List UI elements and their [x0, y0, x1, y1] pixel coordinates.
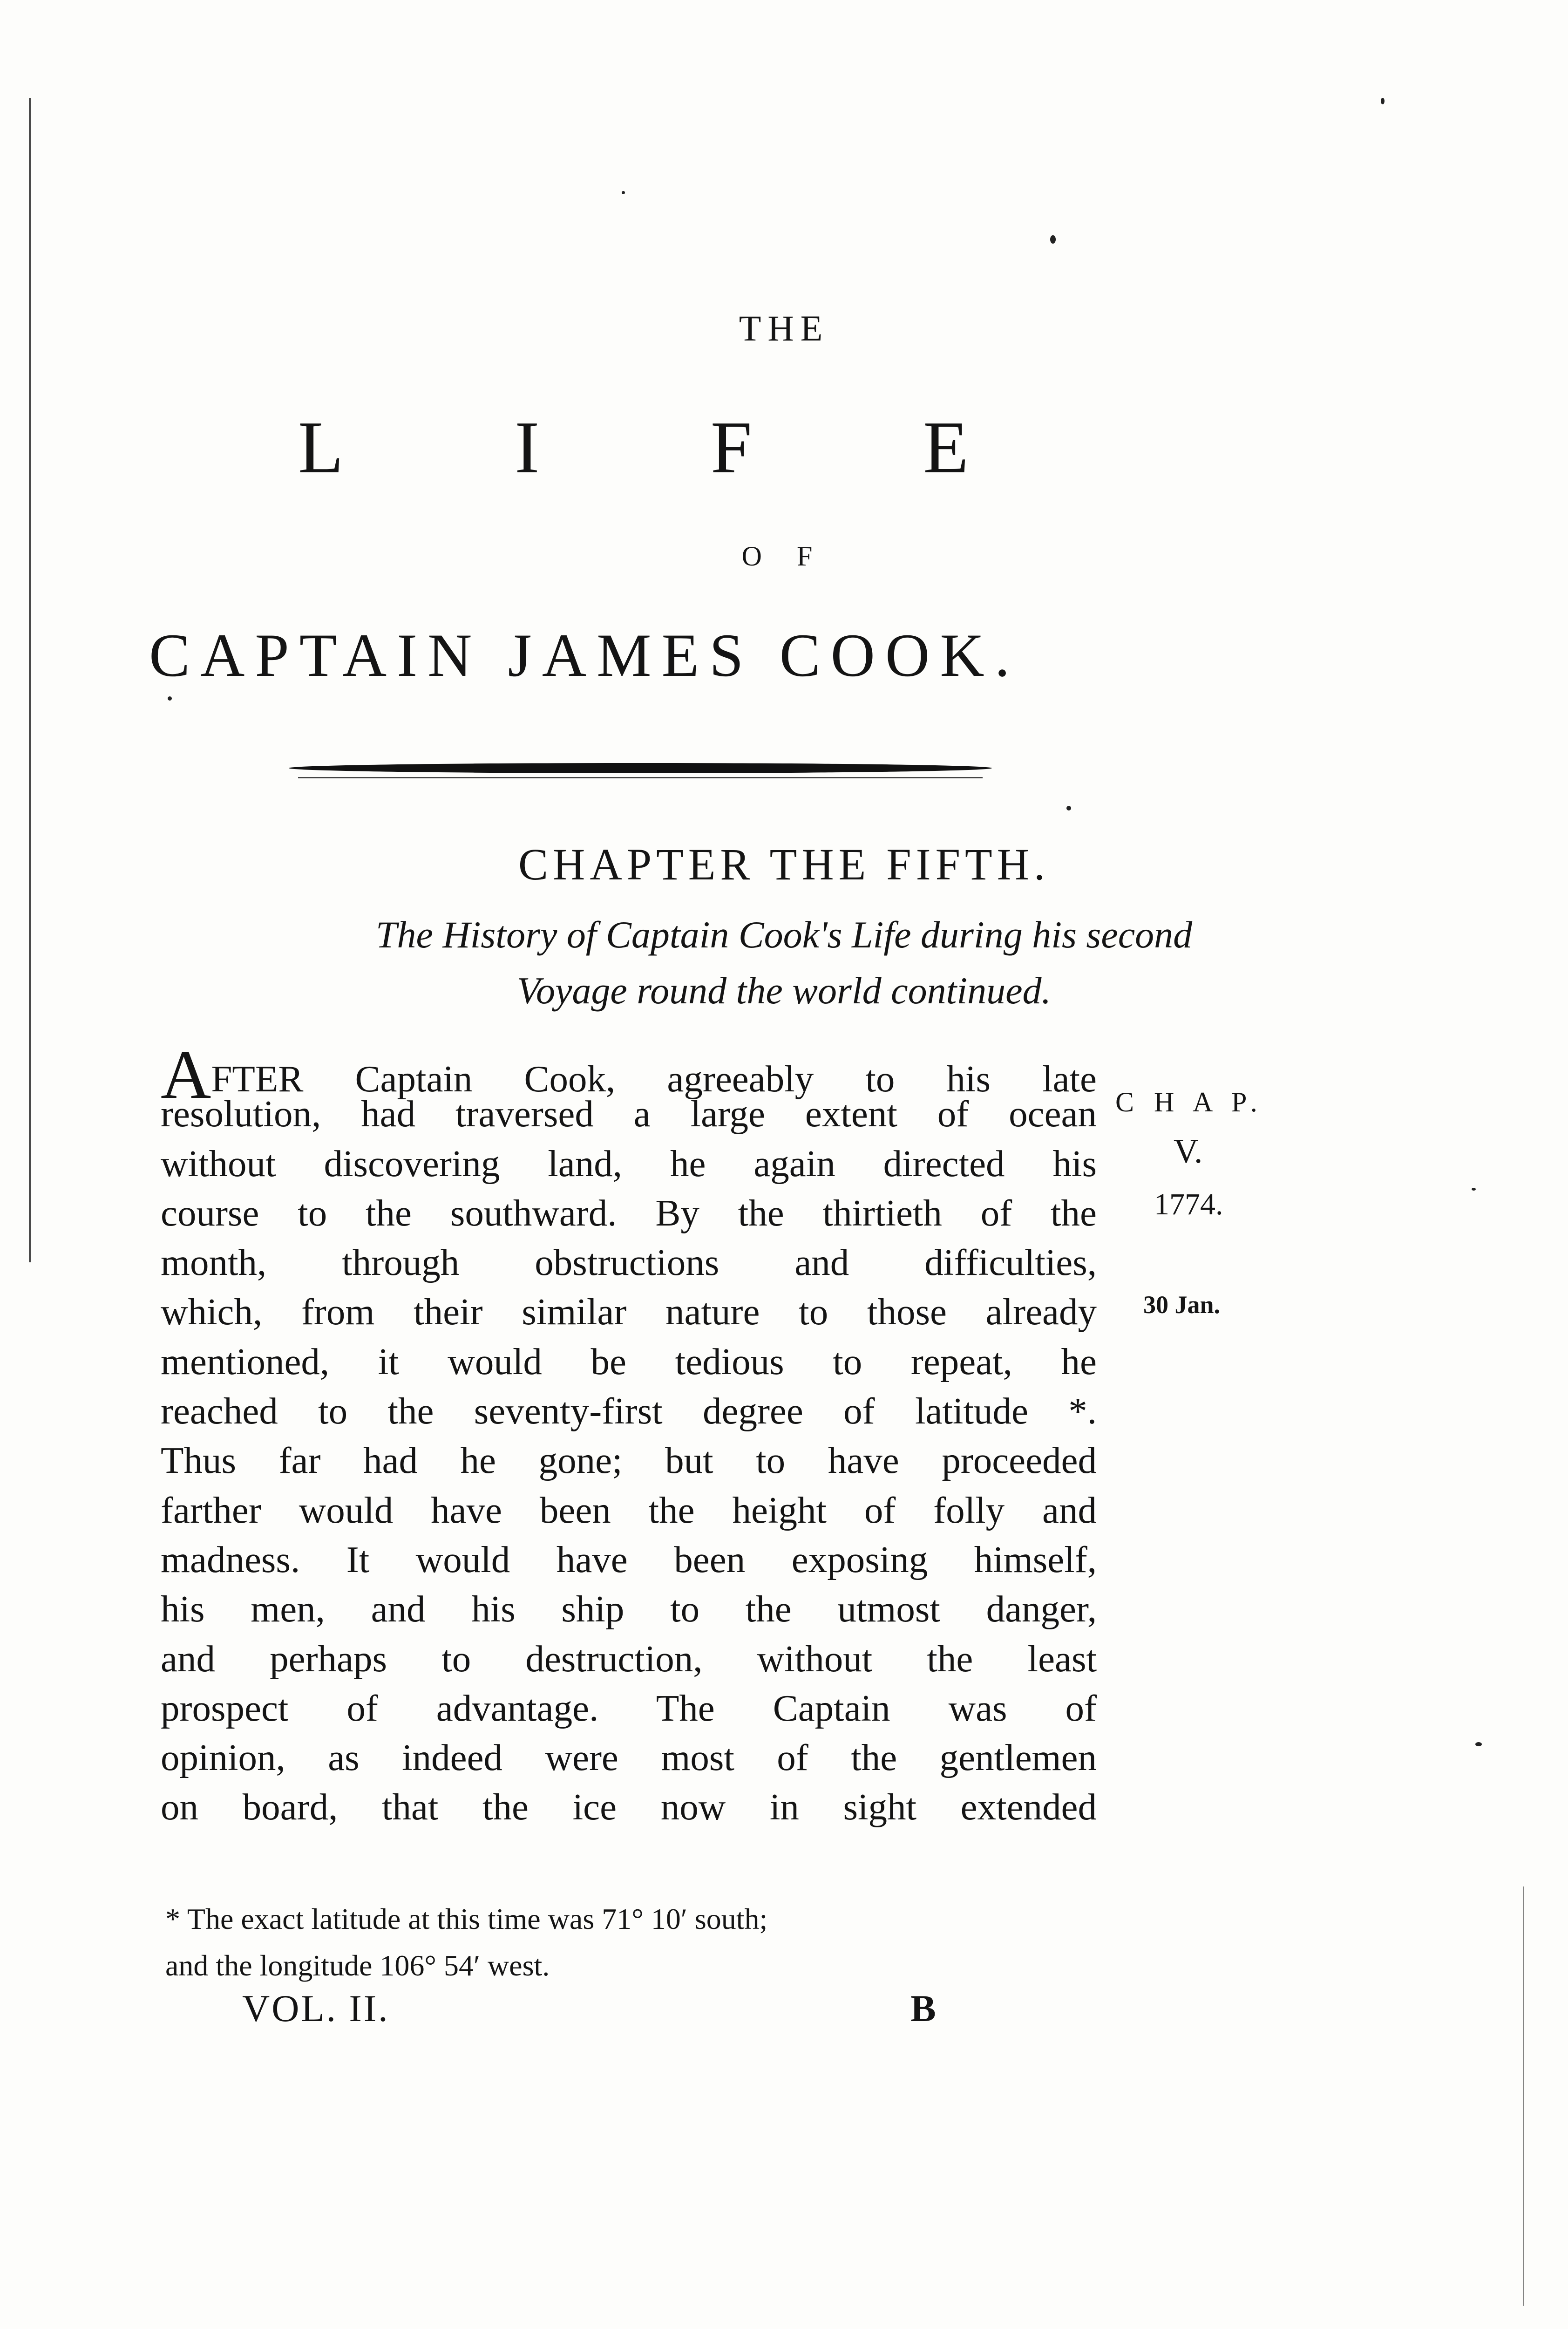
body-line: mentioned, it would be tedious to repeat, he	[161, 1340, 1097, 1382]
scan-speck	[1475, 1742, 1482, 1746]
body-line: without discovering land, he again directed his	[161, 1142, 1097, 1185]
title-name: CAPTAIN JAMES COOK.	[149, 621, 1020, 689]
body-line: farther would have been the height of folly and	[161, 1489, 1097, 1531]
body-line: resolution, had traversed a large extent of ocean	[161, 1093, 1097, 1135]
title-rule-hairline	[298, 777, 983, 778]
body-line: month, through obstructions and difficulties,	[161, 1241, 1097, 1284]
body-line: his men, and his ship to the utmost danger,	[161, 1588, 1097, 1630]
title-the: THE	[739, 308, 829, 348]
body-line	[161, 1036, 1097, 1113]
title-life-letter: I	[515, 406, 540, 489]
title-life	[298, 406, 969, 489]
body-line: and perhaps to destruction, without the least	[161, 1637, 1097, 1680]
scan-edge-line	[1523, 1886, 1524, 2306]
body-line: on board, that the ice now in sight extended	[161, 1786, 1097, 1828]
scan-speck	[168, 696, 172, 701]
scan-speck	[622, 191, 625, 194]
title-rule	[289, 763, 992, 773]
margin-chap-number: V.	[1174, 1132, 1203, 1171]
title-life-letter: L	[298, 406, 344, 489]
volume-mark: VOL. II.	[242, 1987, 390, 2029]
signature-mark: B	[910, 1987, 936, 2029]
scan-edge-line	[29, 98, 31, 1262]
chapter-subtitle-line: The History of Captain Cook's Life during his second	[375, 913, 1193, 956]
body-line: prospect of advantage. The Captain was of	[161, 1687, 1097, 1729]
title-life-letter: E	[923, 406, 969, 489]
scan-speck	[1050, 235, 1056, 244]
body-line: madness. It would have been exposing himself,	[161, 1538, 1097, 1580]
chapter-heading: CHAPTER THE FIFTH.	[518, 839, 1050, 889]
body-line: which, from their similar nature to those already	[161, 1291, 1097, 1333]
margin-chap-label: C H A P.	[1115, 1087, 1264, 1117]
scan-speck	[1381, 98, 1385, 104]
footnote-line: and the longitude 106° 54′ west.	[165, 1949, 550, 1982]
margin-date: 30 Jan.	[1143, 1291, 1221, 1319]
margin-year: 1774.	[1154, 1187, 1223, 1221]
scan-speck	[1066, 806, 1071, 810]
title-life-letter: F	[710, 406, 752, 489]
body-line: Thus far had he gone; but to have proceeded	[161, 1439, 1097, 1482]
body-line: course to the southward. By the thirtieth of the	[161, 1192, 1097, 1234]
body-line: reached to the seventy-first degree of latitude *.	[161, 1390, 1097, 1432]
title-of: O F	[741, 541, 827, 572]
body-line: opinion, as indeed were most of the gentlemen	[161, 1737, 1097, 1779]
body-first-line-text: FTER Captain Cook, agreeably to his late	[211, 1058, 1097, 1100]
chapter-subtitle-line: Voyage round the world continued.	[516, 969, 1052, 1012]
body-text	[161, 1036, 1097, 1832]
footnote-line: * The exact latitude at this time was 71° 10′ south;	[165, 1902, 768, 1935]
drop-cap: A	[161, 1036, 211, 1113]
footnote	[165, 1896, 1101, 1989]
scan-speck	[1472, 1188, 1476, 1191]
